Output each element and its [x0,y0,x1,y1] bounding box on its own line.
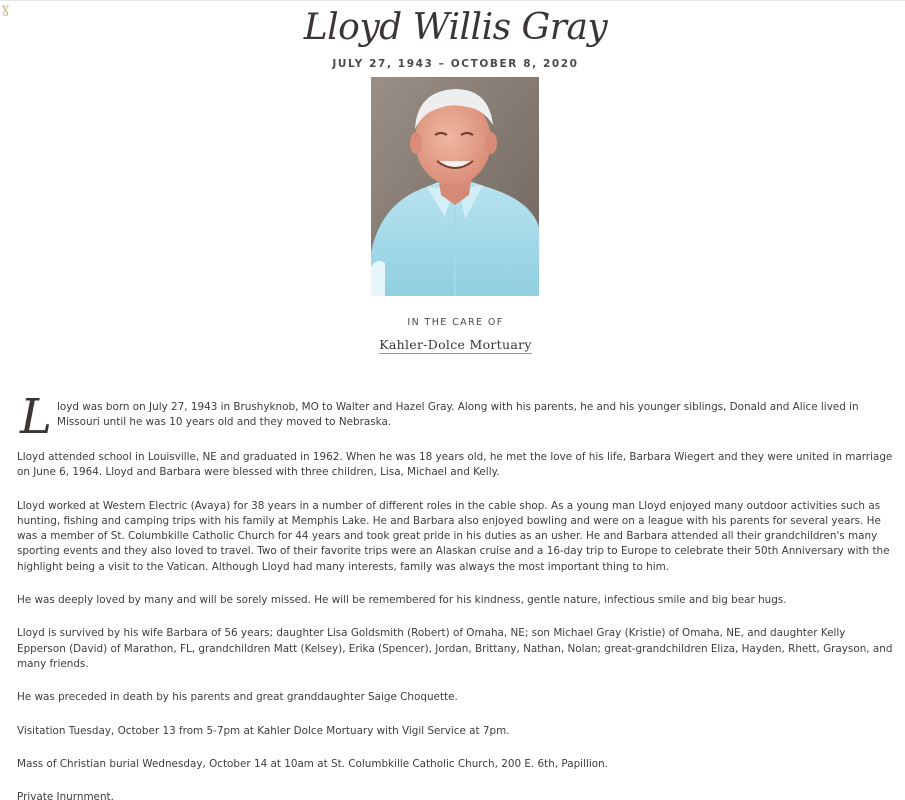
mortuary-link-wrapper [0,334,905,354]
life-dates: JULY 27, 1943 – OCTOBER 8, 2020 [332,58,579,70]
drop-cap: L [20,389,52,445]
obituary-paragraph: He was deeply loved by many and will be sorely missed. He will be remembered for his kindness, gentle nature, infectious smile and big bear hugs. [17,594,787,607]
obituary-paragraph: Private Inurnment. [17,791,114,800]
first-paragraph-text: loyd was born on July 27, 1943 in Brushyknob, MO to Walter and Hazel Gray. Along with his parents, he and his younger siblings, Donald and Alice lived in Missouri until he was 10 years old and they moved to Nebraska. [57,401,859,429]
portrait-illustration [371,77,539,296]
care-label: IN THE CARE OF [407,317,504,328]
corner-ornament-icon: ɣ [1,1,10,17]
obituary-paragraph: Lloyd worked at Western Electric (Avaya) for 38 years in a number of different roles in the cable shop. As a young man Lloyd enjoyed many outdoor activities such as hunting, fishing and camping trips with his family at Memphis Lake. He and Barbara also enjoyed bowling and were on a league with his parents for several years. He was a member of St. Columbkille Catholic Church for 44 years and took great pride in his duties as an usher. He and Barbara attended all their grandchildren's many sporting events and they also loved to travel. Two of their favorite trips were an Alaskan cruise and a 16-day trip to Europe to celebrate their 50th Anniversary with the highlight being a visit to the Vatican. Although Lloyd had many interests, family was always the most important thing to him. [17,499,890,573]
obituary-first-paragraph [17,389,895,445]
obituary-paragraph: Visitation Tuesday, October 13 from 5-7pm at Kahler Dolce Mortuary with Vigil Service at 7pm. [17,724,510,737]
obituary-paragraph: Lloyd attended school in Louisville, NE and graduated in 1962. When he was 18 years old, he met the love of his life, Barbara Wiegert and they were united in marriage on June 6, 1964. Lloyd and Barbara were blessed with three children, Lisa, Michael and Kelly. [17,451,893,479]
obituary-text [17,389,895,800]
obituary-paragraph: He was preceded in death by his parents and great granddaughter Saige Choquette. [17,691,458,704]
top-divider [0,0,905,1]
portrait-photo [371,77,539,296]
mortuary-link[interactable]: Kahler-Dolce Mortuary [379,337,532,352]
obituary-paragraph: Lloyd is survived by his wife Barbara of 56 years; daughter Lisa Goldsmith (Robert) of Omaha, NE; son Michael Gray (Kristie) of Omaha, NE, and daughter Kelly Epperson (David) of Marathon, FL, grandchildren Matt (Kelsey), Erika (Spencer), Jordan, Brittany, Nathan, Nolan; great-grandchildren Eliza, Hayden, Rhett, Grayson, and many friends. [17,627,893,670]
deceased-name: Lloyd Willis Gray [303,7,608,48]
obituary-paragraph: Mass of Christian burial Wednesday, October 14 at 10am at St. Columbkille Catholic Church, 200 E. 6th, Papillion. [17,757,608,770]
